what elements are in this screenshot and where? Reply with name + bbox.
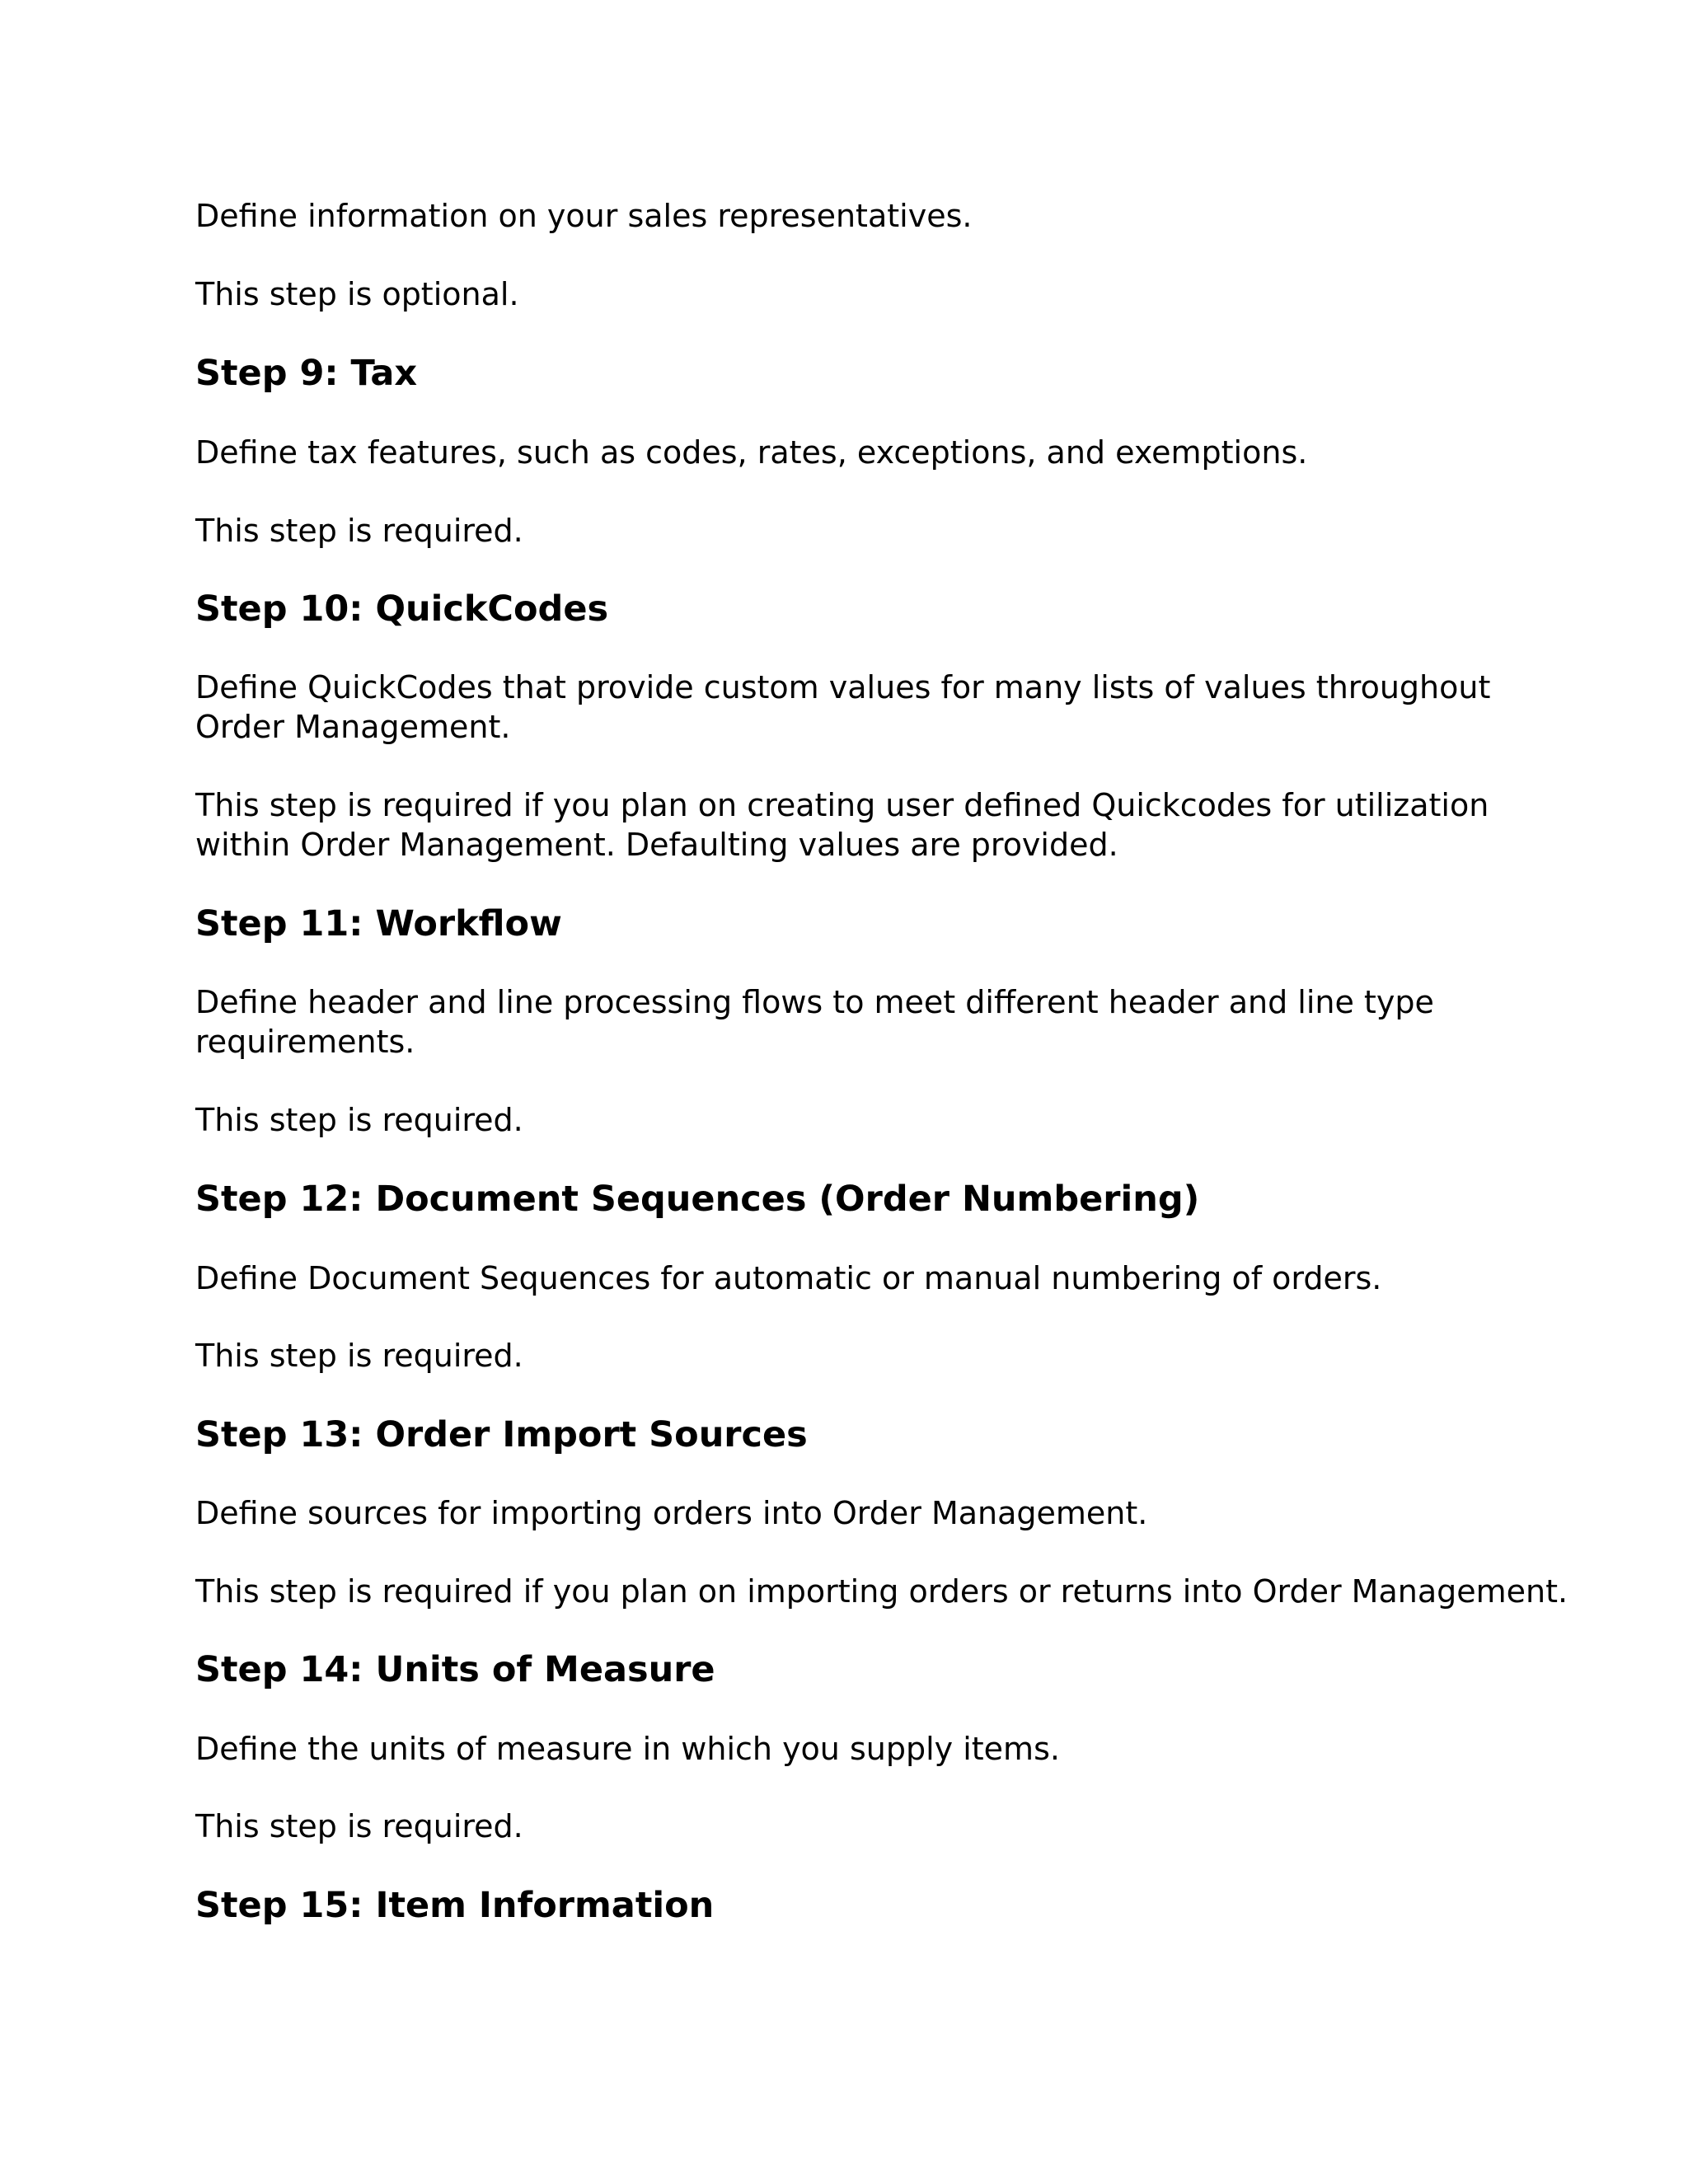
step-9-requirement: This step is required. (195, 513, 523, 549)
step-10-heading: Step 10: QuickCodes (195, 588, 609, 630)
step-13-description: Define sources for importing orders into Order Management. (195, 1495, 1148, 1531)
step-10-description-line-1: Define QuickCodes that provide custom values for many lists of values throughout (195, 669, 1491, 705)
step-15-heading: Step 15: Item Information (195, 1885, 715, 1926)
step-10-requirement-line-1: This step is required if you plan on creating user defined Quickcodes for utilization (195, 787, 1489, 823)
step-11-heading: Step 11: Workflow (195, 903, 562, 944)
step-12-requirement: This step is required. (195, 1338, 523, 1374)
step-11-description-line-1: Define header and line processing flows to meet different header and line type (195, 984, 1434, 1020)
step-12-description: Define Document Sequences for automatic or manual numbering of orders. (195, 1260, 1382, 1296)
step-14-description: Define the units of measure in which you supply items. (195, 1731, 1060, 1767)
step-14-requirement: This step is required. (195, 1808, 523, 1844)
step-10-requirement-line-2: within Order Management. Defaulting values are provided. (195, 827, 1118, 863)
step-13-heading: Step 13: Order Import Sources (195, 1414, 808, 1455)
step-13-requirement: This step is required if you plan on importing orders or returns into Order Management. (195, 1573, 1568, 1610)
step-14-heading: Step 14: Units of Measure (195, 1649, 715, 1690)
step-10-description-line-2: Order Management. (195, 709, 511, 745)
intro-requirement: This step is optional. (195, 276, 519, 312)
intro-description: Define information on your sales representatives. (195, 198, 973, 234)
step-9-heading: Step 9: Tax (195, 353, 418, 394)
step-9-description: Define tax features, such as codes, rates, exceptions, and exemptions. (195, 434, 1308, 471)
step-11-description-line-2: requirements. (195, 1024, 415, 1060)
step-12-heading: Step 12: Document Sequences (Order Numbering) (195, 1179, 1200, 1220)
step-11-requirement: This step is required. (195, 1102, 523, 1138)
